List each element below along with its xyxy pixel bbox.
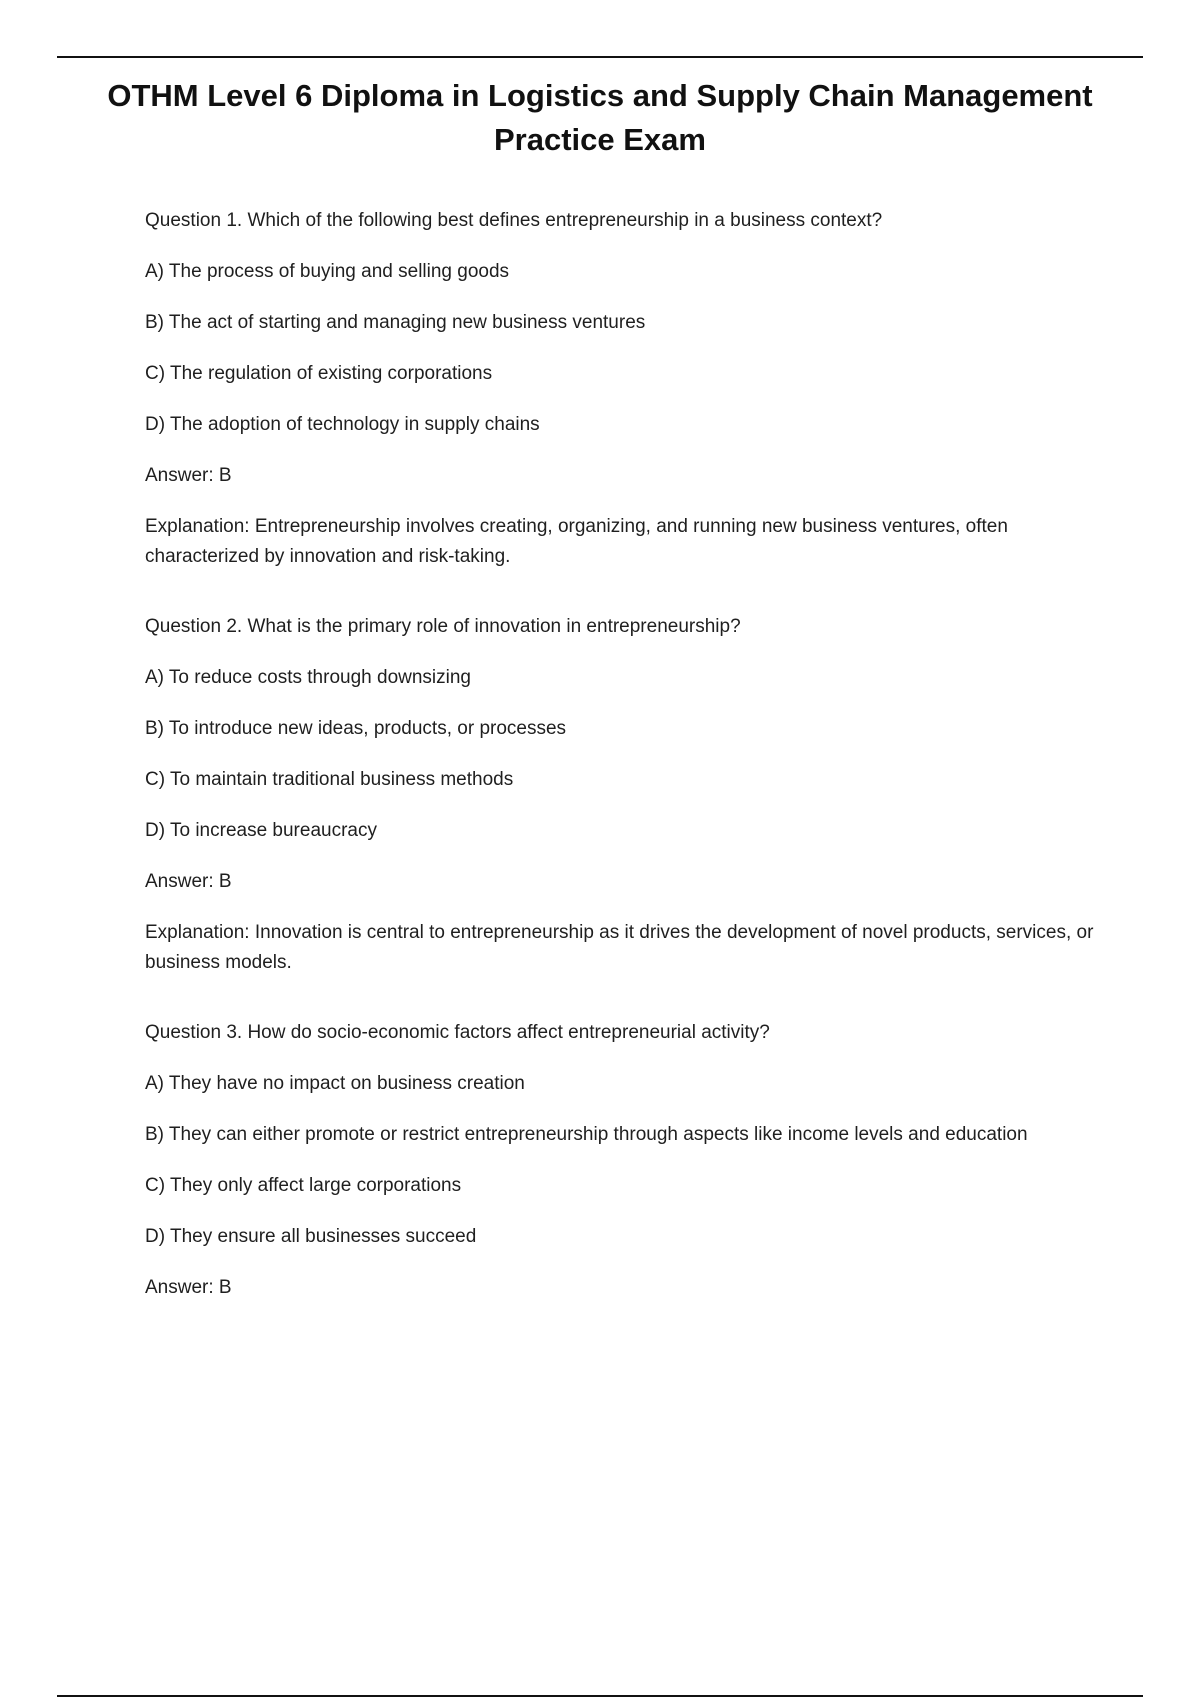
answer: Answer: B (145, 1277, 232, 1298)
option-d: D) To increase bureaucracy (145, 820, 377, 841)
option-a: A) To reduce costs through downsizing (145, 667, 471, 688)
option-d: D) They ensure all businesses succeed (145, 1226, 477, 1247)
page-title: OTHM Level 6 Diploma in Logistics and Supply Chain Management Practice Exam (107, 78, 1093, 157)
option-c: C) To maintain traditional business methods (145, 769, 514, 790)
option-d: D) The adoption of technology in supply chains (145, 414, 540, 435)
explanation: Explanation: Entrepreneurship involves creating, organizing, and running new business ventures, often characterized by innovation and risk-taking. (145, 516, 1008, 567)
option-c: C) The regulation of existing corporations (145, 363, 493, 384)
answer: Answer: B (145, 465, 232, 486)
question-text: Question 2. What is the primary role of innovation in entrepreneurship? (145, 616, 741, 637)
question-2 (145, 612, 1105, 978)
option-b: B) The act of starting and managing new business ventures (145, 312, 646, 333)
option-b: B) They can either promote or restrict entrepreneurship through aspects like income levels and education (145, 1124, 1028, 1145)
question-text: Question 3. How do socio-economic factors affect entrepreneurial activity? (145, 1022, 770, 1043)
question-1 (145, 206, 1105, 572)
top-rule (57, 56, 1143, 58)
option-a: A) The process of buying and selling goods (145, 261, 510, 282)
question-3 (145, 1018, 1105, 1303)
question-list (145, 206, 1105, 1343)
option-c: C) They only affect large corporations (145, 1175, 462, 1196)
option-a: A) They have no impact on business creation (145, 1073, 525, 1094)
bottom-rule (57, 1695, 1143, 1697)
option-b: B) To introduce new ideas, products, or processes (145, 718, 567, 739)
explanation: Explanation: Innovation is central to entrepreneurship as it drives the development of novel products, services, or business models. (145, 922, 1094, 973)
answer: Answer: B (145, 871, 232, 892)
question-text: Question 1. Which of the following best defines entrepreneurship in a business context? (145, 210, 883, 231)
